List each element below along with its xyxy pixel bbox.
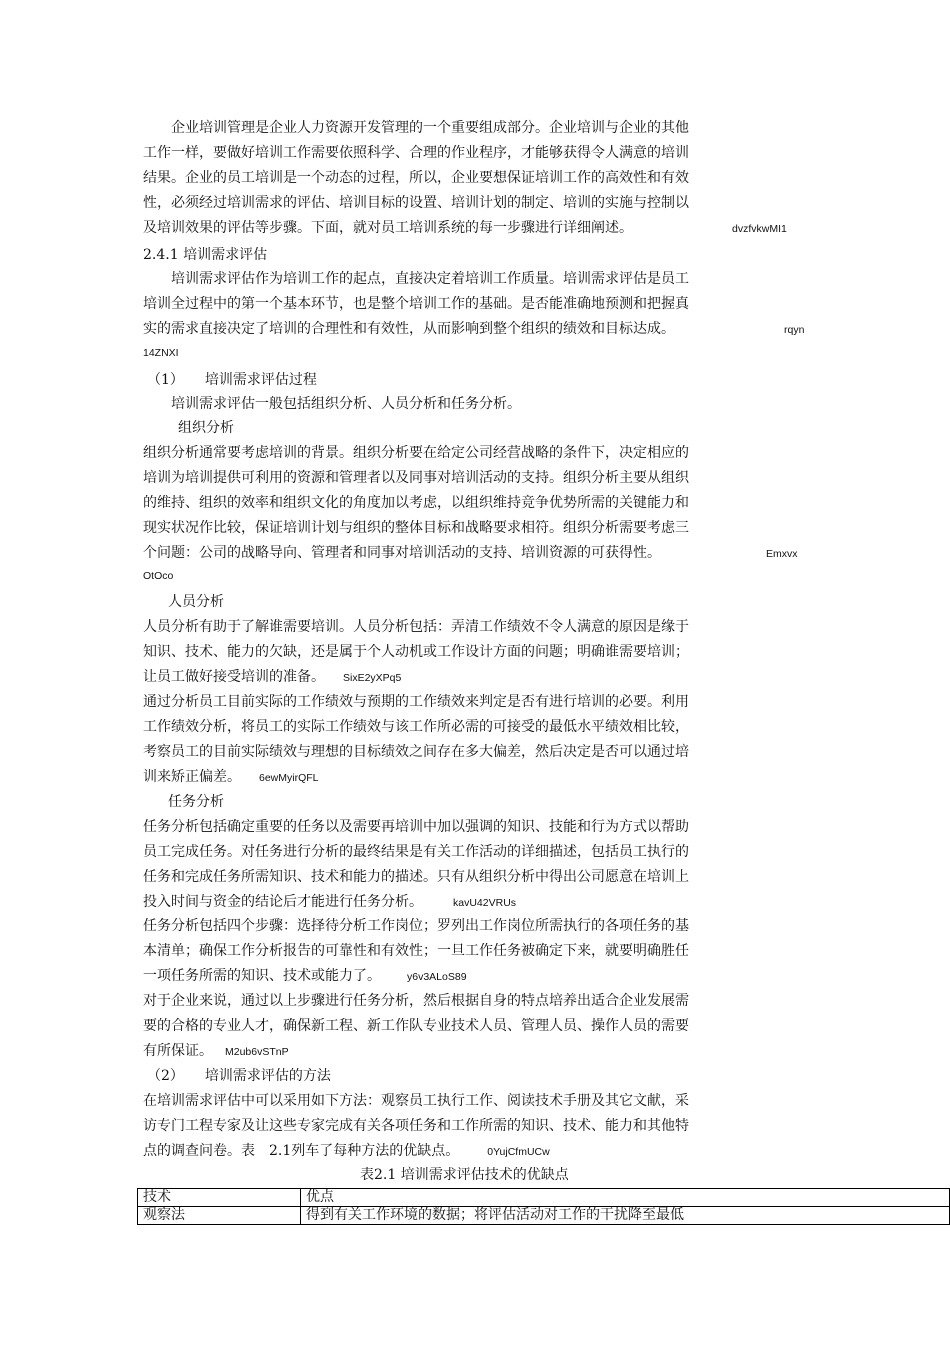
paragraph-line: 组织分析通常要考虑培训的背景。组织分析要在给定公司经营战略的条件下，决定相应的 [143, 445, 689, 461]
paragraph-text: 点的调查问卷。表 2.1列车了每种方法的优缺点。 [143, 1143, 460, 1159]
paragraph-line: 个问题：公司的战略导向、管理者和同事对培训活动的支持、培训资源的可获得性。 [143, 545, 661, 561]
paragraph-text: 有所保证。 [143, 1043, 213, 1059]
table-header-cell: 优点 [301, 1189, 950, 1207]
doc-code: 6ewMyirQFL [259, 772, 319, 784]
table-cell: 观察法 [138, 1207, 301, 1225]
doc-code: kavU42VRUs [453, 897, 517, 909]
intro-line: 及培训效果的评估等步骤。下面，就对员工培训系统的每一步骤进行详细阐述。 [143, 220, 633, 236]
intro-line: 企业培训管理是企业人力资源开发管理的一个重要组成部分。企业培训与企业的其他 [143, 120, 689, 136]
paragraph-line: 培训需求评估一般包括组织分析、人员分析和任务分析。 [143, 396, 521, 412]
doc-code: M2ub6vSTnP [225, 1046, 289, 1058]
table-cell: 得到有关工作环境的数据；将评估活动对工作的干扰降至最低 [301, 1207, 950, 1225]
paragraph-line [143, 964, 743, 990]
table-header-row [138, 1189, 950, 1207]
doc-code: dvzfvkwMI1 [732, 223, 787, 235]
paragraph-line: 通过分析员工目前实际的工作绩效与预期的工作绩效来判定是否有进行培训的必要。利用 [143, 694, 689, 710]
paragraph-line: 现实状况作比较，保证培训计划与组织的整体目标和战略要求相符。组织分析需要考虑三 [143, 520, 689, 536]
paragraph-line: 人员分析有助于了解谁需要培训。人员分析包括：弄清工作绩效不令人满意的原因是缘于 [143, 619, 689, 635]
paragraph-line [143, 1139, 743, 1165]
paragraph-line: 任务分析包括四个步骤：选择待分析工作岗位；罗列出工作岗位所需执行的各项任务的基 [143, 918, 689, 934]
paragraph-line [143, 665, 743, 691]
paragraph-text: 投入时间与资金的结论后才能进行任务分析。 [143, 894, 423, 910]
paragraph-line: 培训需求评估作为培训工作的起点，直接决定着培训工作质量。培训需求评估是员工 [143, 271, 689, 287]
intro-line: 工作一样，要做好培训工作需要依照科学、合理的作业程序，才能够获得令人满意的培训 [143, 145, 689, 161]
paragraph-line: 实的需求直接决定了培训的合理性和有效性，从而影响到整个组织的绩效和目标达成。 [143, 321, 675, 337]
subheading-org: 组织分析 [150, 420, 234, 436]
intro-line: 结果。企业的员工培训是一个动态的过程，所以，企业要想保证培训工作的高效性和有效 [143, 170, 689, 186]
doc-code: SixE2yXPq5 [343, 672, 402, 684]
doc-code: rqyn [784, 324, 805, 336]
table-header-cell: 技术 [138, 1189, 301, 1207]
doc-code: 0YujCfmUCw [487, 1146, 550, 1158]
subheading-task: 任务分析 [140, 794, 224, 810]
table-row [138, 1207, 950, 1225]
intro-line: 性，必须经过培训需求的评估、培训目标的设置、培训计划的制定、培训的实施与控制以 [143, 195, 689, 211]
paragraph-line: 任务分析包括确定重要的任务以及需要再培训中加以强调的知识、技能和行为方式以帮助 [143, 819, 689, 835]
subsection-heading: （1） 培训需求评估过程 [147, 372, 317, 388]
paragraph-line: 对于企业来说，通过以上步骤进行任务分析，然后根据自身的特点培养出适合企业发展需 [143, 993, 689, 1009]
paragraph-line: 要的合格的专业人才，确保新工程、新工作队专业技术人员、管理人员、操作人员的需要 [143, 1018, 689, 1034]
paragraph-line [143, 765, 743, 791]
paragraph-line: 员工完成任务。对任务进行分析的最终结果是有关工作活动的详细描述，包括员工执行的 [143, 844, 689, 860]
paragraph-line: 在培训需求评估中可以采用如下方法：观察员工执行工作、阅读技术手册及其它文献，采 [143, 1093, 689, 1109]
paragraph-text: 一项任务所需的知识、技术或能力了。 [143, 968, 381, 984]
paragraph-line: 考察员工的目前实际绩效与理想的目标绩效之间存在多大偏差，然后决定是否可以通过培 [143, 744, 689, 760]
paragraph-line: 本清单；确保工作分析报告的可靠性和有效性；一旦工作任务被确定下来，就要明确胜任 [143, 943, 689, 959]
doc-code: 14ZNXI [143, 347, 179, 359]
paragraph-line: 培训为培训提供可利用的资源和管理者以及同事对培训活动的支持。组织分析主要从组织 [143, 470, 689, 486]
table-caption: 表2.1 培训需求评估技术的优缺点 [360, 1167, 569, 1183]
paragraph-line: 任务和完成任务所需知识、技术和能力的描述。只有从组织分析中得出公司愿意在培训上 [143, 869, 689, 885]
doc-code: y6v3ALoS89 [407, 971, 467, 983]
paragraph-line: 知识、技术、能力的欠缺，还是属于个人动机或工作设计方面的问题；明确谁需要培训； [143, 644, 689, 660]
paragraph-line: 的维持、组织的效率和组织文化的角度加以考虑，以组织维持竞争优势所需的关键能力和 [143, 495, 689, 511]
subheading-person: 人员分析 [140, 594, 224, 610]
paragraph-line: 访专门工程专家及让这些专家完成有关各项任务和工作所需的知识、技术、能力和其他特 [143, 1118, 689, 1134]
paragraph-line [143, 1039, 743, 1065]
paragraph-line [143, 890, 743, 916]
doc-code: OtOco [143, 570, 174, 582]
paragraph-line: 培训全过程中的第一个基本环节，也是整个培训工作的基础。是否能准确地预测和把握真 [143, 296, 689, 312]
paragraph-line: 工作绩效分析，将员工的实际工作绩效与该工作所必需的可接受的最低水平绩效相比较， [143, 719, 689, 735]
section-heading: 2.4.1 培训需求评估 [143, 247, 268, 263]
methods-table [137, 1188, 950, 1225]
doc-code: Emxvx [766, 548, 798, 560]
paragraph-text: 让员工做好接受培训的准备。 [143, 669, 325, 685]
paragraph-text: 训来矫正偏差。 [143, 769, 241, 785]
subsection-heading: （2） 培训需求评估的方法 [147, 1068, 331, 1084]
